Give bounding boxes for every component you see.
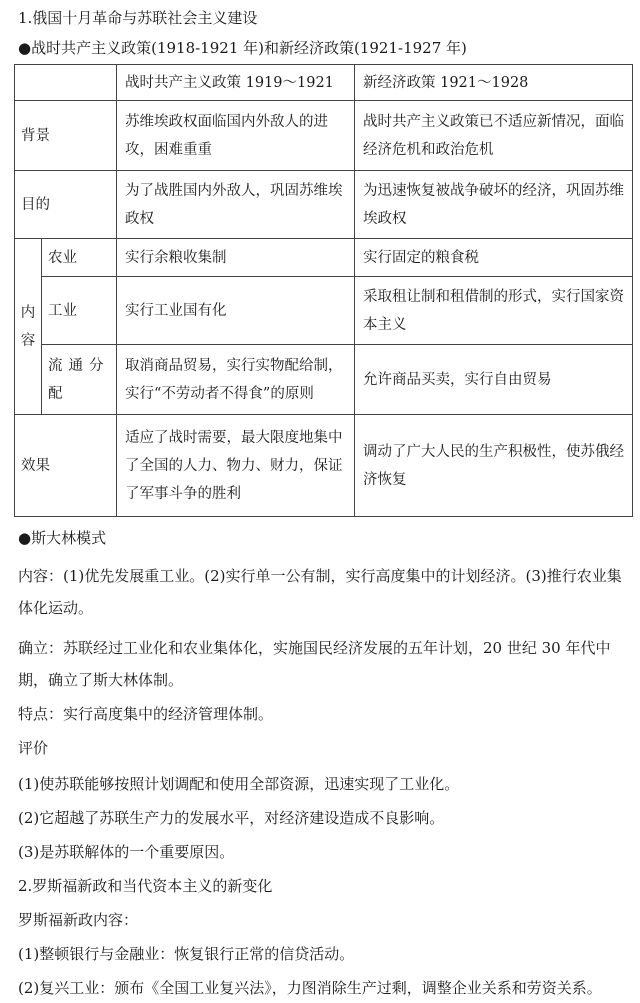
industry-war-cell: 实行工业国有化 [117,277,355,345]
table-row-effect [15,415,633,517]
background-war-cell: 苏维埃政权面临国内外敌人的进攻，困难重重 [117,101,355,171]
row-label-effect: 效果 [15,415,117,517]
row-label-distribution: 流通分配 [42,345,117,415]
distribution-war-cell: 取消商品贸易，实行实物配给制，实行“不劳动者不得食”的原则 [117,345,355,415]
evaluation-item-2: (2)它超越了苏联生产力的发展水平，对经济建设造成不良影响。 [18,809,445,827]
purpose-war-cell: 为了战胜国内外敌人，巩固苏维埃政权 [117,171,355,239]
row-label-agriculture: 农业 [42,239,117,277]
new-deal-item-2: (2)复兴工业：颁布《全国工业复兴法》，力图消除生产过剩，调整企业关系和劳资关系。 [18,979,602,997]
section-heading-1: 1.俄国十月革命与苏联社会主义建设 [18,9,258,27]
row-label-content: 内容 [15,239,42,415]
agriculture-war-cell: 实行余粮收集制 [117,239,355,277]
purpose-nep-cell: 为迅速恢复被战争破坏的经济，巩固苏维埃政权 [355,171,633,239]
evaluation-item-3: (3)是苏联解体的一个重要原因。 [18,843,235,861]
policy-heading: ●战时共产主义政策(1918-1921 年)和新经济政策(1921-1927 年) [18,39,467,57]
header-empty-cell [15,65,117,101]
row-label-background: 背景 [15,101,117,171]
industry-nep-cell: 采取租让制和租借制的形式，实行国家资本主义 [355,277,633,345]
table-row-purpose [15,171,633,239]
stalin-content-paragraph: 内容：(1)优先发展重工业。(2)实行单一公有制，实行高度集中的计划经济。(3)推行农业集体化运动。 [18,567,622,617]
table-row-industry [15,277,633,345]
effect-nep-cell: 调动了广大人民的生产积极性，使苏俄经济恢复 [355,415,633,517]
stalin-model-heading: ●斯大林模式 [18,529,107,547]
table-row-distribution [15,345,633,415]
stalin-established-paragraph: 确立：苏联经过工业化和农业集体化，实施国民经济发展的五年计划，20 世纪 30 年代中期，确立了斯大林体制。 [18,639,611,689]
table-row-background [15,101,633,171]
table-row-agriculture [15,239,633,277]
background-nep-cell: 战时共产主义政策已不适应新情况，面临经济危机和政治危机 [355,101,633,171]
table-header-row [15,65,633,101]
header-war-communism: 战时共产主义政策 1919～1921 [117,65,355,101]
evaluation-label: 评价 [18,739,49,757]
stalin-features: 特点：实行高度集中的经济管理体制。 [18,705,274,723]
new-deal-item-1: (1)整顿银行与金融业：恢复银行正常的信贷活动。 [18,945,355,963]
policy-comparison-table [14,64,633,517]
agriculture-nep-cell: 实行固定的粮食税 [355,239,633,277]
row-label-purpose: 目的 [15,171,117,239]
new-deal-label: 罗斯福新政内容： [18,911,139,929]
section-heading-2: 2.罗斯福新政和当代资本主义的新变化 [18,877,273,895]
row-label-industry: 工业 [42,277,117,345]
header-new-economic-policy: 新经济政策 1921～1928 [355,65,633,101]
distribution-nep-cell: 允许商品买卖，实行自由贸易 [355,345,633,415]
effect-war-cell: 适应了战时需要，最大限度地集中了全国的人力、物力、财力，保证了军事斗争的胜利 [117,415,355,517]
evaluation-item-1: (1)使苏联能够按照计划调配和使用全部资源，迅速实现了工业化。 [18,775,460,793]
